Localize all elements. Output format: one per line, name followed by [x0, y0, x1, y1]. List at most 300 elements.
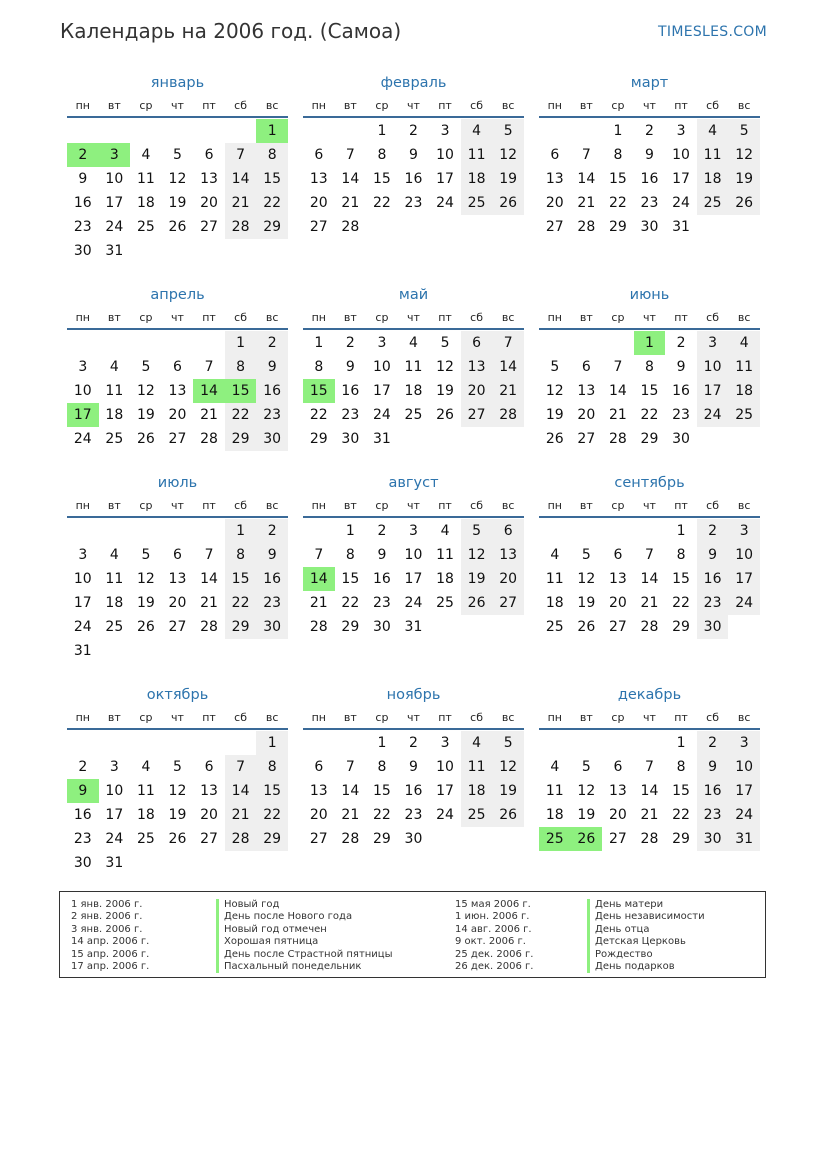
day-cell: 24: [728, 591, 760, 615]
day-cell: 23: [672, 407, 690, 423]
day-cell: 25: [404, 407, 423, 423]
weekday-label: вт: [107, 711, 121, 724]
day-cell: 23: [341, 407, 360, 423]
day-cell: 13: [168, 571, 187, 587]
weekday-label: вс: [265, 499, 279, 512]
day-cell: 7: [492, 331, 524, 355]
day-cell: 25: [545, 619, 564, 635]
day-cell: 24: [672, 195, 690, 211]
day-cell: 4: [550, 759, 560, 775]
weekday-label: ср: [611, 99, 625, 112]
weekday-label: ср: [139, 311, 153, 324]
weekday-label: сб: [470, 499, 484, 512]
day-cell: 11: [545, 783, 564, 799]
weekday-label: чт: [407, 499, 420, 512]
day-cell: 22: [672, 595, 690, 611]
legend-date: 1 янв. 2006 г.: [71, 899, 143, 910]
empty-cell: [539, 731, 571, 755]
day-cell: 24: [73, 619, 92, 635]
weekday-label: сб: [706, 711, 720, 724]
weekday-label: сб: [234, 711, 248, 724]
day-cell: 2: [409, 123, 418, 139]
day-cell: 2: [697, 731, 729, 755]
month-5: [303, 284, 524, 472]
day-cell: 5: [461, 519, 493, 543]
weekday-label: пт: [202, 499, 216, 512]
day-cell: 19: [136, 407, 155, 423]
day-cell: 12: [168, 171, 187, 187]
empty-cell: [602, 731, 634, 755]
day-cell: 3: [409, 523, 418, 539]
weekday-label: вс: [501, 99, 515, 112]
day-cell: 20: [168, 595, 187, 611]
day-cell: 21: [200, 595, 218, 611]
day-cell: 15: [225, 567, 257, 591]
day-cell: 18: [728, 379, 760, 403]
legend-names-right: [587, 899, 705, 973]
weekday-label: вт: [579, 99, 593, 112]
weekday-label: вт: [107, 311, 121, 324]
day-cell: 5: [728, 119, 760, 143]
day-cell: 20: [492, 567, 524, 591]
day-cell: 25: [136, 219, 155, 235]
legend-holiday-name: Новый год: [216, 899, 393, 911]
day-cell: 21: [225, 803, 257, 827]
day-cell: 4: [409, 335, 418, 351]
weekday-label: ср: [611, 499, 625, 512]
empty-cell: [303, 731, 335, 755]
day-cell: 3: [676, 123, 686, 139]
day-cell: 25: [728, 403, 760, 427]
day-cell: 29: [256, 827, 288, 851]
weekday-label: пт: [674, 311, 688, 324]
day-cell: 5: [440, 335, 450, 351]
day-cell: 18: [404, 383, 423, 399]
day-cell: 13: [492, 543, 524, 567]
empty-cell: [162, 519, 194, 543]
day-cell: 28: [341, 219, 360, 235]
brand-link[interactable]: TIMESLES.COM: [658, 24, 767, 40]
day-cell: 17: [728, 567, 760, 591]
month-4: [67, 284, 288, 472]
day-cell: 2: [645, 123, 654, 139]
day-grid: [67, 331, 288, 451]
month-11: [303, 684, 524, 896]
day-cell: 4: [141, 147, 151, 163]
day-cell: 24: [436, 807, 454, 823]
day-cell: 18: [136, 807, 155, 823]
day-cell: 11: [404, 359, 423, 375]
month-name: август: [388, 475, 439, 491]
day-cell: 9: [645, 147, 654, 163]
day-cell: 27: [309, 219, 328, 235]
day-cell: 18: [461, 167, 493, 191]
day-cell: 12: [436, 359, 454, 375]
day-cell: 24: [73, 431, 92, 447]
empty-cell: [162, 119, 194, 143]
empty-cell: [303, 519, 335, 543]
day-cell: 8: [645, 359, 654, 375]
day-cell: 17: [73, 595, 92, 611]
empty-cell: [67, 331, 99, 355]
day-cell: 5: [492, 119, 524, 143]
weekday-label: вт: [343, 99, 357, 112]
empty-cell: [602, 519, 634, 543]
day-cell: 10: [105, 171, 124, 187]
day-cell: 11: [461, 143, 493, 167]
day-cell: 15: [640, 383, 659, 399]
day-cell: 7: [345, 147, 355, 163]
day-cell: 28: [341, 831, 360, 847]
weekday-label: вт: [343, 311, 357, 324]
legend-date: 9 окт. 2006 г.: [455, 936, 526, 948]
day-cell: 22: [256, 191, 288, 215]
day-cell: 22: [372, 807, 391, 823]
day-cell: 3: [109, 759, 119, 775]
weekday-label: сб: [234, 99, 248, 112]
day-cell: 21: [608, 407, 627, 423]
weekday-label: вт: [343, 499, 357, 512]
weekday-label: вс: [737, 711, 751, 724]
day-cell: 2: [345, 335, 355, 351]
day-cell: 26: [168, 831, 187, 847]
day-cell: 26: [436, 407, 454, 423]
legend-date: 17 апр. 2006 г.: [71, 961, 150, 973]
day-cell: 19: [461, 567, 493, 591]
day-cell: 27: [200, 831, 218, 847]
day-cell: 4: [728, 331, 760, 355]
day-cell: 18: [545, 595, 564, 611]
empty-cell: [571, 331, 603, 355]
day-cell: 26: [577, 619, 596, 635]
weekday-label: вс: [737, 499, 751, 512]
day-cell: 14: [200, 571, 218, 587]
day-cell: 23: [697, 803, 729, 827]
month-1: [67, 72, 288, 284]
day-cell: 30: [73, 855, 92, 871]
weekday-label: пт: [438, 311, 452, 324]
day-cell: 17: [697, 379, 729, 403]
day-cell: 12: [492, 143, 524, 167]
day-cell: 3: [440, 735, 450, 751]
calendar-grid: [67, 72, 761, 896]
weekday-label: вт: [579, 499, 593, 512]
weekday-label: чт: [407, 99, 420, 112]
day-cell: 6: [314, 147, 324, 163]
day-grid: [539, 519, 760, 639]
day-cell: 16: [341, 383, 360, 399]
day-cell: 16: [697, 567, 729, 591]
legend-holiday-name: Новый год отмечен: [216, 924, 393, 936]
weekday-label: пн: [311, 499, 326, 512]
day-cell: 13: [168, 383, 187, 399]
day-cell: 19: [492, 167, 524, 191]
legend-holiday-name: День подарков: [587, 961, 705, 973]
day-cell: 16: [372, 571, 391, 587]
day-cell: 13: [577, 383, 596, 399]
day-cell: 10: [697, 355, 729, 379]
legend-date: 1 июн. 2006 г.: [455, 911, 530, 923]
day-cell: 14: [492, 355, 524, 379]
day-cell: 3: [78, 547, 88, 563]
day-cell: 8: [225, 355, 257, 379]
day-cell: 8: [225, 543, 257, 567]
day-cell: 2: [409, 735, 418, 751]
empty-cell: [130, 331, 162, 355]
empty-cell: [634, 519, 666, 543]
day-cell: 7: [613, 359, 623, 375]
day-cell: 18: [461, 779, 493, 803]
day-cell: 21: [492, 379, 524, 403]
day-cell: 17: [105, 195, 124, 211]
holiday-day: 17: [67, 403, 99, 427]
empty-cell: [571, 519, 603, 543]
empty-cell: [225, 731, 257, 755]
weekday-label: пн: [75, 711, 90, 724]
empty-cell: [99, 119, 131, 143]
day-cell: 10: [728, 543, 760, 567]
holiday-day: 15: [303, 379, 335, 403]
day-cell: 14: [225, 779, 257, 803]
day-cell: 12: [545, 383, 564, 399]
weekday-label: вс: [737, 311, 751, 324]
month-9: [539, 472, 760, 684]
day-cell: 29: [225, 615, 257, 639]
day-cell: 26: [492, 191, 524, 215]
legend-holiday-name: День независимости: [587, 911, 705, 923]
day-cell: 31: [672, 219, 690, 235]
day-cell: 21: [640, 595, 659, 611]
day-cell: 15: [341, 571, 360, 587]
day-cell: 11: [461, 755, 493, 779]
day-cell: 10: [372, 359, 391, 375]
legend-date: 25 дек. 2006 г.: [455, 948, 534, 960]
day-cell: 13: [545, 171, 564, 187]
day-cell: 6: [613, 547, 623, 563]
day-cell: 8: [256, 143, 288, 167]
day-cell: 14: [225, 167, 257, 191]
day-cell: 3: [440, 123, 450, 139]
holiday-day: 1: [256, 119, 288, 143]
day-cell: 28: [200, 619, 218, 635]
month-name: июнь: [629, 287, 670, 303]
legend-date: 3 янв. 2006 г.: [71, 923, 143, 935]
day-cell: 28: [640, 619, 659, 635]
legend-holiday-name: День матери: [587, 899, 705, 911]
holiday-day: 1: [634, 331, 666, 355]
day-cell: 9: [676, 359, 686, 375]
day-cell: 6: [314, 759, 324, 775]
day-cell: 29: [672, 619, 690, 635]
day-cell: 9: [377, 547, 387, 563]
weekday-label: вт: [107, 499, 121, 512]
day-cell: 9: [256, 543, 288, 567]
weekday-label: вт: [107, 99, 121, 112]
empty-cell: [602, 331, 634, 355]
weekday-label: вс: [265, 99, 279, 112]
day-cell: 10: [73, 571, 92, 587]
empty-cell: [539, 519, 571, 543]
day-cell: 15: [256, 167, 288, 191]
weekday-label: сб: [470, 311, 484, 324]
weekday-label: пн: [75, 311, 90, 324]
day-cell: 4: [461, 731, 493, 755]
legend-date: 15 мая 2006 г.: [455, 899, 531, 910]
day-cell: 24: [404, 595, 423, 611]
empty-cell: [303, 119, 335, 143]
weekday-label: чт: [643, 711, 656, 724]
day-cell: 1: [613, 123, 623, 139]
day-cell: 22: [608, 195, 627, 211]
day-cell: 13: [608, 783, 627, 799]
day-cell: 8: [377, 759, 387, 775]
day-cell: 11: [436, 547, 454, 563]
day-cell: 15: [672, 783, 690, 799]
day-cell: 6: [204, 147, 214, 163]
day-cell: 17: [436, 171, 454, 187]
day-cell: 5: [173, 147, 182, 163]
weekday-label: вт: [579, 311, 593, 324]
day-cell: 4: [461, 119, 493, 143]
day-cell: 30: [372, 619, 391, 635]
day-cell: 4: [440, 523, 450, 539]
holiday-day: 14: [193, 379, 225, 403]
weekday-header: [67, 308, 288, 330]
day-cell: 1: [377, 123, 387, 139]
day-cell: 30: [697, 615, 729, 639]
day-cell: 10: [672, 147, 690, 163]
day-cell: 29: [672, 831, 690, 847]
day-cell: 30: [672, 431, 690, 447]
day-cell: 1: [676, 523, 686, 539]
day-cell: 15: [672, 571, 690, 587]
day-cell: 22: [256, 803, 288, 827]
day-cell: 16: [404, 171, 423, 187]
day-cell: 25: [461, 191, 493, 215]
day-cell: 11: [136, 783, 155, 799]
day-cell: 5: [492, 731, 524, 755]
day-cell: 7: [345, 759, 355, 775]
day-cell: 25: [105, 431, 124, 447]
day-cell: 1: [225, 331, 257, 355]
legend-holiday-name: Детская Церковь: [587, 936, 705, 948]
day-cell: 12: [136, 383, 155, 399]
holiday-day: 15: [225, 379, 257, 403]
weekday-label: пт: [202, 311, 216, 324]
day-cell: 20: [168, 407, 187, 423]
empty-cell: [162, 331, 194, 355]
day-cell: 8: [345, 547, 355, 563]
weekday-header: [303, 96, 524, 118]
weekday-label: вс: [501, 711, 515, 724]
day-cell: 31: [105, 855, 124, 871]
day-cell: 20: [461, 379, 493, 403]
weekday-label: ср: [139, 499, 153, 512]
day-cell: 13: [608, 571, 627, 587]
day-grid: [303, 519, 524, 639]
day-cell: 3: [377, 335, 387, 351]
day-cell: 31: [105, 243, 124, 259]
day-cell: 21: [640, 807, 659, 823]
day-cell: 19: [577, 595, 596, 611]
day-cell: 21: [200, 407, 218, 423]
day-cell: 15: [608, 171, 627, 187]
day-cell: 27: [168, 431, 187, 447]
day-cell: 4: [550, 547, 560, 563]
day-cell: 26: [545, 431, 564, 447]
weekday-label: сб: [706, 499, 720, 512]
weekday-header: [539, 308, 760, 330]
day-cell: 6: [492, 519, 524, 543]
month-name: февраль: [380, 75, 447, 91]
day-cell: 3: [78, 359, 88, 375]
month-10: [67, 684, 288, 896]
day-cell: 21: [577, 195, 596, 211]
day-cell: 17: [728, 779, 760, 803]
day-cell: 23: [73, 219, 92, 235]
day-cell: 2: [697, 519, 729, 543]
weekday-header: [303, 308, 524, 330]
day-cell: 5: [141, 359, 151, 375]
day-cell: 13: [461, 355, 493, 379]
day-cell: 25: [105, 619, 124, 635]
legend-holiday-name: Рождество: [587, 949, 705, 961]
weekday-label: чт: [643, 99, 656, 112]
day-cell: 29: [341, 619, 360, 635]
day-cell: 14: [608, 383, 627, 399]
day-cell: 30: [73, 243, 92, 259]
month-name: май: [398, 287, 429, 303]
day-cell: 29: [225, 427, 257, 451]
day-cell: 22: [672, 807, 690, 823]
day-cell: 10: [73, 383, 92, 399]
day-cell: 23: [372, 595, 391, 611]
day-cell: 16: [640, 171, 659, 187]
day-cell: 22: [640, 407, 659, 423]
day-cell: 26: [136, 619, 155, 635]
weekday-header: [303, 496, 524, 518]
day-cell: 27: [608, 831, 627, 847]
day-cell: 17: [404, 571, 423, 587]
empty-cell: [130, 119, 162, 143]
day-cell: 9: [256, 355, 288, 379]
weekday-label: ср: [139, 99, 153, 112]
day-cell: 14: [577, 171, 596, 187]
weekday-label: чт: [643, 311, 656, 324]
weekday-label: вт: [579, 711, 593, 724]
weekday-label: пн: [311, 99, 326, 112]
day-grid: [539, 119, 760, 239]
day-cell: 18: [136, 195, 155, 211]
weekday-label: пн: [547, 711, 562, 724]
day-cell: 12: [577, 783, 596, 799]
weekday-header: [539, 96, 760, 118]
day-cell: 10: [105, 783, 124, 799]
day-cell: 19: [168, 195, 187, 211]
day-cell: 30: [697, 827, 729, 851]
day-cell: 14: [341, 783, 360, 799]
day-cell: 16: [256, 379, 288, 403]
day-cell: 11: [105, 383, 124, 399]
day-cell: 7: [645, 759, 654, 775]
day-cell: 9: [345, 359, 355, 375]
month-3: [539, 72, 760, 284]
day-cell: 10: [436, 147, 454, 163]
day-cell: 28: [225, 827, 257, 851]
day-cell: 17: [436, 783, 454, 799]
month-7: [67, 472, 288, 684]
weekday-label: ср: [611, 311, 625, 324]
